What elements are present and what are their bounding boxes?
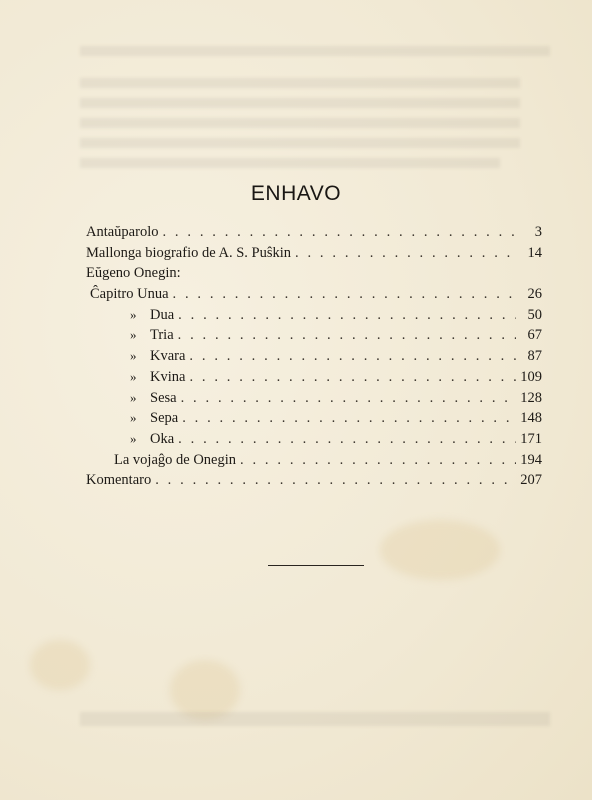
- bleed-through-text: [80, 46, 550, 56]
- page-title: ENHAVO: [250, 182, 342, 205]
- paper-stain: [30, 640, 90, 690]
- table-of-contents: [86, 222, 542, 491]
- section-divider: [268, 565, 364, 566]
- toc-entry-page: 128: [520, 389, 542, 406]
- dot-leader: [173, 284, 516, 305]
- toc-entry-page: 148: [520, 410, 542, 427]
- toc-entry-page: 87: [527, 348, 542, 365]
- dot-leader: [155, 470, 516, 491]
- dot-leader: [181, 388, 516, 409]
- toc-entry-label: Mallonga biografio de A. S. Puŝkin: [86, 244, 292, 261]
- dot-leader: [189, 346, 516, 367]
- ditto-marker: »: [130, 306, 137, 322]
- bleed-through-text: [80, 78, 520, 88]
- toc-entry-label: Komentaro: [86, 472, 152, 489]
- toc-entry-page: 67: [527, 327, 542, 344]
- toc-entry-label: Tria: [150, 327, 174, 344]
- dot-leader: [295, 243, 516, 264]
- ditto-marker: »: [130, 368, 137, 384]
- ditto-marker: »: [130, 430, 137, 446]
- toc-entry: [86, 284, 542, 305]
- toc-entry-label: Oka: [150, 430, 175, 447]
- ditto-marker: »: [130, 410, 137, 426]
- dot-leader: [178, 305, 516, 326]
- ditto-marker: »: [130, 389, 137, 405]
- toc-entry-label: Dua: [150, 306, 175, 323]
- bleed-through-text: [80, 712, 550, 726]
- dot-leader: [178, 429, 516, 450]
- toc-entry: [86, 429, 542, 450]
- toc-entry-page: 171: [520, 430, 542, 447]
- toc-entry: [86, 367, 542, 388]
- bleed-through-text: [80, 118, 520, 128]
- toc-entry-label: Ĉapitro Unua: [90, 286, 169, 303]
- toc-entry-page: 14: [527, 244, 542, 261]
- dot-leader: [178, 325, 516, 346]
- toc-entry: [86, 263, 542, 284]
- dot-leader: [182, 408, 516, 429]
- toc-entry-page: 26: [527, 286, 542, 303]
- toc-entry-label: Eŭgeno Onegin:: [86, 265, 181, 282]
- bleed-through-text: [80, 158, 500, 168]
- paper-stain: [380, 520, 500, 580]
- toc-entry-page: 109: [520, 368, 542, 385]
- toc-entry: [86, 222, 542, 243]
- toc-entry-label: Antaŭparolo: [86, 224, 159, 240]
- toc-entry-label: Kvara: [150, 348, 186, 365]
- toc-entry: [86, 470, 542, 491]
- toc-entry: [86, 305, 542, 326]
- toc-entry-page: 3: [534, 224, 542, 240]
- toc-entry: [86, 408, 542, 429]
- toc-entry: [86, 346, 542, 367]
- paper-stain: [170, 660, 240, 720]
- bleed-through-text: [80, 138, 520, 148]
- ditto-marker: »: [130, 348, 137, 364]
- toc-entry-label: La vojaĝo de Onegin: [114, 451, 237, 468]
- toc-entry-page: 194: [520, 451, 542, 468]
- toc-entry: [86, 243, 542, 264]
- toc-entry-label: Sesa: [150, 389, 177, 406]
- dot-leader: [162, 222, 516, 243]
- toc-entry-label: Kvina: [150, 368, 186, 385]
- toc-entry-page: 207: [520, 472, 542, 489]
- toc-entry-page: 50: [527, 306, 542, 323]
- toc-entry-label: Sepa: [150, 410, 179, 427]
- toc-entry: [86, 450, 542, 471]
- bleed-through-text: [80, 98, 520, 108]
- ditto-marker: »: [130, 327, 137, 343]
- dot-leader: [240, 450, 516, 471]
- toc-entry: [86, 325, 542, 346]
- toc-entry: [86, 388, 542, 409]
- dot-leader: [189, 367, 516, 388]
